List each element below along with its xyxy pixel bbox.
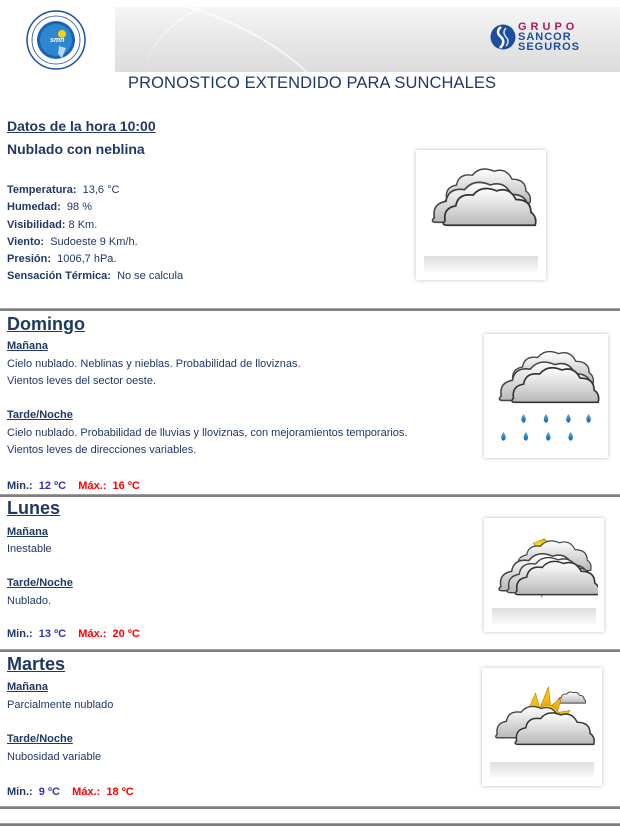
morning-description: Inestable [7, 543, 52, 555]
stat-visibility: Visibilidad: 8 Km. [7, 218, 98, 231]
current-title: Datos de la hora 10:00 [7, 118, 156, 134]
stat-pressure: Presión: 1006,7 hPa. [7, 253, 117, 266]
max-temp: 20 ºC [112, 628, 140, 640]
morning-label: Mañana [7, 681, 48, 693]
current-stats [7, 182, 183, 286]
temperature-range: Min.: 9 ºC Máx.: 18 ºC [7, 786, 134, 798]
evening-description: Cielo nublado. Probabilidad de lluvias y lloviznas, con mejoramientos temporarios. Vientos leves de direcciones variables. [7, 427, 408, 456]
stat-wind: Viento: Sudoeste 9 Km/h. [7, 235, 138, 248]
lunes-weather-icon-box [484, 518, 604, 632]
current-weather-icon-box [416, 150, 546, 280]
day-title-lunes: Lunes [7, 498, 61, 518]
day-title-martes: Martes [7, 654, 66, 674]
mostly-cloudy-sun-icon [490, 532, 598, 602]
smn-logo [26, 10, 86, 70]
morning-description: Parcialmente nublado [7, 699, 114, 711]
domingo-weather-icon-box [484, 334, 608, 458]
sancor-line-1: GRUPO [518, 21, 579, 33]
evening-description: Nublado. [7, 595, 52, 607]
morning-description: Cielo nublado. Neblinas y nieblas. Probabilidad de lloviznas. Vientos leves del sector oeste. [7, 358, 301, 387]
svg-text:smn: smn [50, 37, 65, 44]
morning-label: Mañana [7, 340, 48, 352]
divider [0, 806, 620, 809]
evening-label: Tarde/Noche [7, 577, 73, 589]
evening-label: Tarde/Noche [7, 409, 73, 421]
rain-icon [490, 344, 602, 448]
divider [0, 649, 620, 652]
evening-label: Tarde/Noche [7, 733, 73, 745]
min-temp: 13 ºC [38, 628, 67, 640]
divider [0, 308, 620, 311]
partly-cloudy-icon [488, 680, 596, 756]
current-condition: Nublado con neblina [7, 141, 145, 157]
min-temp: 12 ºC [38, 480, 67, 492]
min-temp: 9 ºC [38, 786, 60, 798]
temperature-range: Min.: 13 ºC Máx.: 20 ºC [7, 628, 140, 640]
sancor-logo [490, 21, 581, 57]
sancor-line-3: SEGUROS [518, 41, 581, 53]
temperature-range: Min.: 12 ºC Máx.: 16 ºC [7, 480, 140, 492]
day-title-domingo: Domingo [7, 314, 85, 334]
stat-feels-like: Sensación Térmica: No se calcula [7, 270, 184, 283]
max-temp: 16 ºC [112, 480, 140, 492]
morning-label: Mañana [7, 526, 48, 538]
sancor-line-2: SANCOR [518, 31, 572, 43]
page-title: PRONOSTICO EXTENDIDO PARA SUNCHALES [128, 74, 497, 92]
divider [0, 494, 620, 497]
martes-weather-icon-box [482, 668, 602, 786]
sancor-emblem-icon [490, 22, 516, 52]
evening-description: Nubosidad variable [7, 751, 102, 763]
max-temp: 18 ºC [106, 786, 134, 798]
cloudy-icon [422, 164, 540, 234]
divider [0, 823, 620, 826]
stat-temperature: Temperatura: 13,6 °C [7, 184, 120, 196]
stat-humidity: Humedad: 98 % [7, 201, 92, 214]
